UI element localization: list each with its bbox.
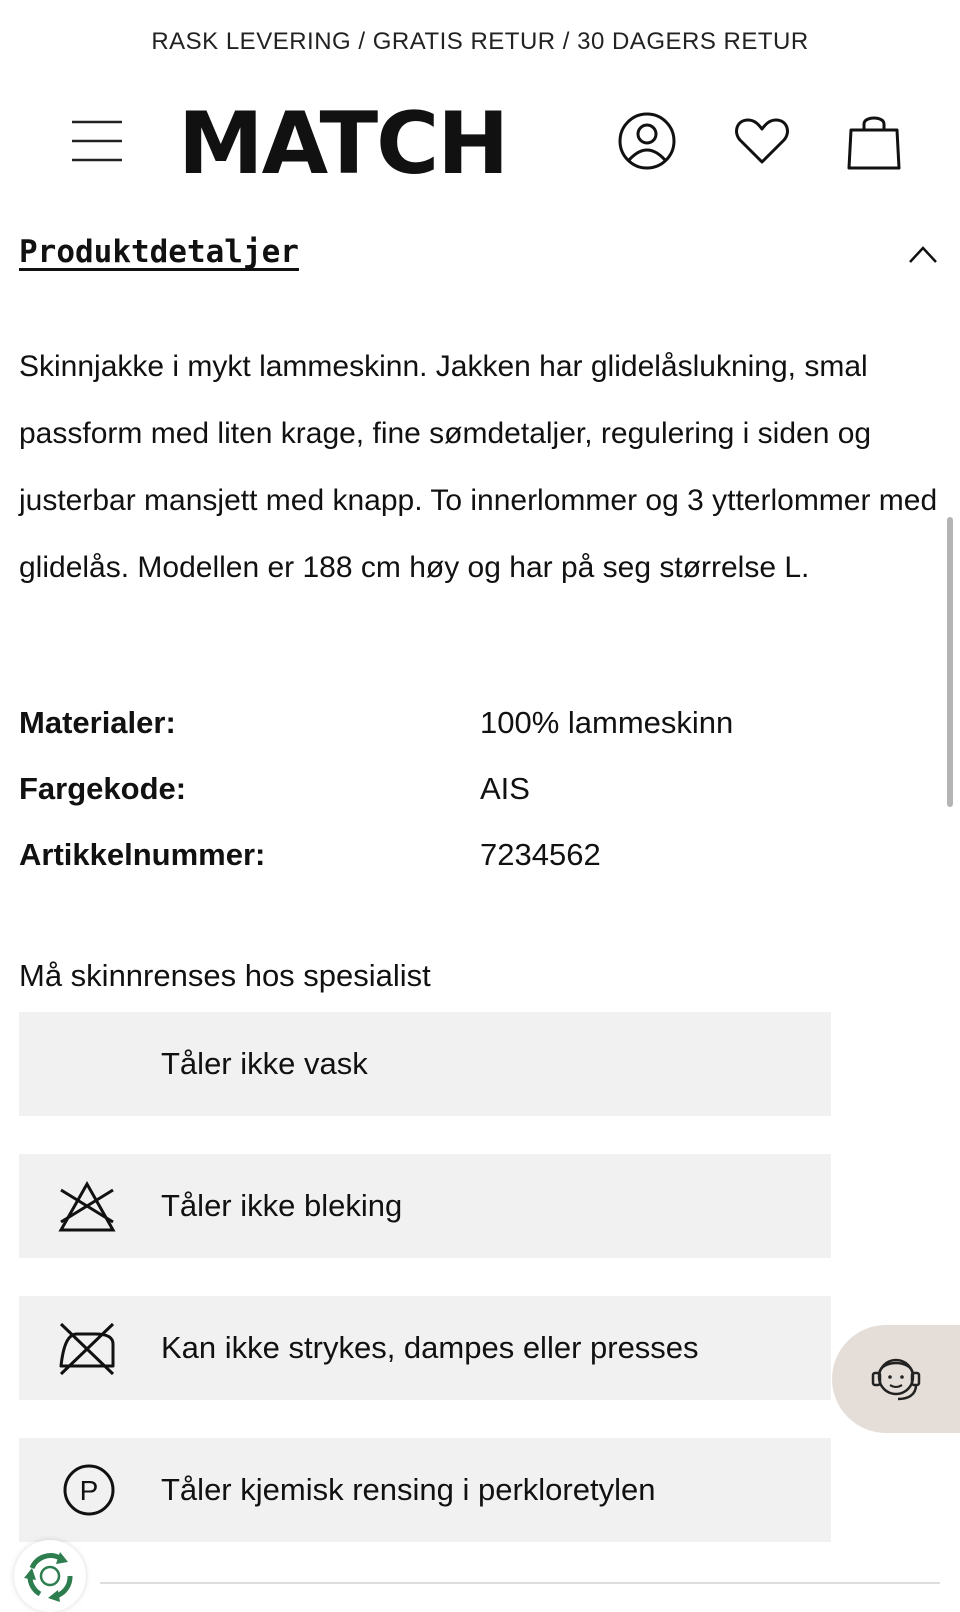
- spec-row-color-code: [19, 771, 919, 837]
- care-text: Tåler kjemisk rensing i perkloretylen: [161, 1472, 656, 1507]
- eco-badge[interactable]: [14, 1540, 86, 1612]
- spec-value: 7234562: [480, 837, 601, 872]
- account-icon[interactable]: [616, 110, 678, 172]
- heart-icon[interactable]: [731, 110, 793, 172]
- care-title: Må skinnrenses hos spesialist: [19, 958, 431, 993]
- spec-row-article-number: [19, 837, 919, 903]
- spec-label: Artikkelnummer:: [19, 837, 266, 872]
- care-text: Tåler ikke bleking: [161, 1188, 403, 1223]
- recycle-icon: [20, 1546, 80, 1606]
- dry-clean-symbol: P: [79, 1475, 99, 1506]
- divider: [100, 1582, 940, 1584]
- spec-value: 100% lammeskinn: [480, 705, 734, 740]
- no-iron-icon: [55, 1318, 119, 1378]
- no-wash-icon: [55, 1034, 119, 1094]
- care-item: [19, 1012, 831, 1116]
- customer-service-button[interactable]: [832, 1325, 960, 1433]
- no-bleach-icon: [55, 1176, 119, 1236]
- product-details-toggle[interactable]: [19, 230, 939, 286]
- product-description: Skinnjakke i mykt lammeskinn. Jakken har glidelåslukning, smal passform med liten krage, fine sømdetaljer, regulering i siden og justerbar mansjett med knapp. To innerlommer og 3 ytterlommer med glidelås. Modellen er 188 cm høy og har på seg størrelse L.: [19, 350, 938, 584]
- care-item: [19, 1296, 831, 1400]
- site-header: [0, 96, 960, 192]
- care-text: Tåler ikke vask: [161, 1046, 368, 1081]
- shopping-bag-icon[interactable]: [843, 110, 905, 172]
- spec-row-materials: [19, 705, 919, 771]
- scrollbar[interactable]: [947, 517, 953, 807]
- section-title: Produktdetaljer: [19, 234, 299, 270]
- spec-table: [19, 705, 919, 903]
- customer-service-icon: [868, 1349, 924, 1409]
- care-text: Kan ikke strykes, dampes eller presses: [161, 1330, 699, 1365]
- chevron-up-icon: [907, 242, 939, 266]
- dry-clean-p-icon: [55, 1460, 119, 1520]
- promo-bar: [0, 0, 960, 84]
- care-item: [19, 1154, 831, 1258]
- menu-icon[interactable]: [70, 116, 126, 166]
- logo[interactable]: MATCH: [178, 94, 508, 194]
- promo-text: RASK LEVERING / GRATIS RETUR / 30 DAGERS RETUR: [151, 28, 809, 55]
- spec-value: AIS: [480, 771, 530, 806]
- spec-label: Materialer:: [19, 705, 176, 740]
- care-item: [19, 1438, 831, 1542]
- spec-label: Fargekode:: [19, 771, 187, 806]
